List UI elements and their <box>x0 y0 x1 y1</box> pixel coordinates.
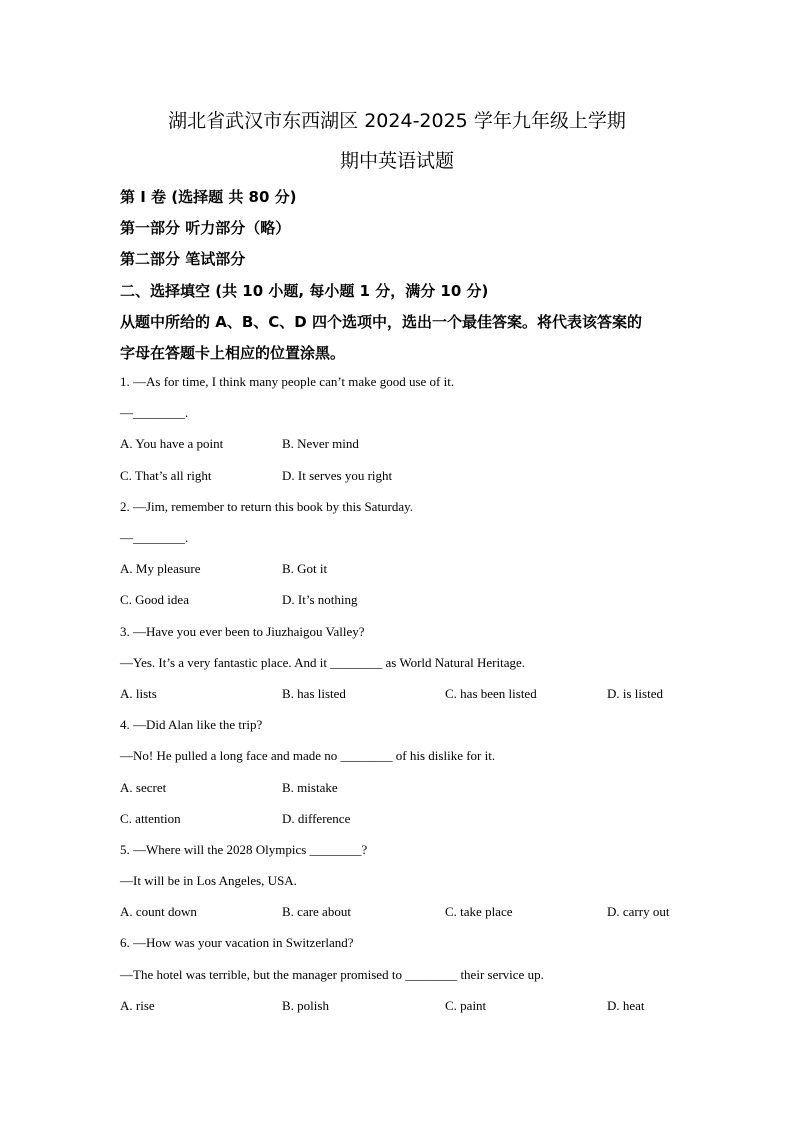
question-6-prompt: 6. —How was your vacation in Switzerland? <box>120 935 354 950</box>
question-6-option-a: A. rise <box>120 998 155 1013</box>
question-4-option-b: B. mistake <box>282 780 338 795</box>
question-4-prompt: 4. —Did Alan like the trip? <box>120 717 263 732</box>
question-2-answer-line: —________. <box>120 530 189 545</box>
question-2-option-c: C. Good idea <box>120 592 189 607</box>
question-6-option-b: B. polish <box>282 998 329 1013</box>
question-3-option-a: A. lists <box>120 686 157 701</box>
question-6-option-c: C. paint <box>445 998 487 1013</box>
question-1-prompt: 1. —As for time, I think many people can’t make good use of it. <box>120 374 455 389</box>
section2-heading: 二、选择填空 (共 10 小题, 每小题 1 分，满分 10 分) <box>120 282 489 300</box>
question-2-option-b: B. Got it <box>282 561 328 576</box>
instruction-line-1: 从题中所给的 A、B、C、D 四个选项中，选出一个最佳答案。将代表该答案的 <box>120 313 642 331</box>
question-5-option-a: A. count down <box>120 904 197 919</box>
page-subtitle: 期中英语试题 <box>339 150 454 172</box>
question-1-option-a: A. You have a point <box>120 436 224 451</box>
instruction-line-2: 字母在答题卡上相应的位置涂黑。 <box>120 344 346 362</box>
question-4-option-c: C. attention <box>120 811 181 826</box>
question-5-option-d: D. carry out <box>607 904 670 919</box>
question-3-option-c: C. has been listed <box>445 686 537 701</box>
question-6-option-d: D. heat <box>607 998 645 1013</box>
question-2-prompt: 2. —Jim, remember to return this book by this Saturday. <box>120 499 414 514</box>
question-4-option-d: D. difference <box>282 811 351 826</box>
question-5-answer-line: —It will be in Los Angeles, USA. <box>120 873 297 888</box>
question-2-option-a: A. My pleasure <box>120 561 201 576</box>
question-4-option-a: A. secret <box>120 780 167 795</box>
part1-heading: 第一部分 听力部分（略） <box>120 219 291 237</box>
volume-heading: 第 I 卷 (选择题 共 80 分) <box>120 188 297 206</box>
question-4-answer-line: —No! He pulled a long face and made no ________ of his dislike for it. <box>120 748 496 763</box>
question-5-option-b: B. care about <box>282 904 351 919</box>
question-1-answer-line: —________. <box>120 405 189 420</box>
question-2-option-d: D. It’s nothing <box>282 592 358 607</box>
question-5-option-c: C. take place <box>445 904 513 919</box>
question-1-option-d: D. It serves you right <box>282 468 393 483</box>
part2-heading: 第二部分 笔试部分 <box>120 250 246 268</box>
question-3-prompt: 3. —Have you ever been to Jiuzhaigou Valley? <box>120 624 365 639</box>
question-3-answer-line: —Yes. It’s a very fantastic place. And it ________ as World Natural Heritage. <box>120 655 525 670</box>
question-5-prompt: 5. —Where will the 2028 Olympics ________? <box>120 842 368 857</box>
question-3-option-b: B. has listed <box>282 686 346 701</box>
question-6-answer-line: —The hotel was terrible, but the manager promised to ________ their service up. <box>120 967 544 982</box>
question-1-option-b: B. Never mind <box>282 436 359 451</box>
page-title: 湖北省武汉市东西湖区 2024-2025 学年九年级上学期 <box>168 110 626 132</box>
question-1-option-c: C. That’s all right <box>120 468 212 483</box>
question-3-option-d: D. is listed <box>607 686 663 701</box>
